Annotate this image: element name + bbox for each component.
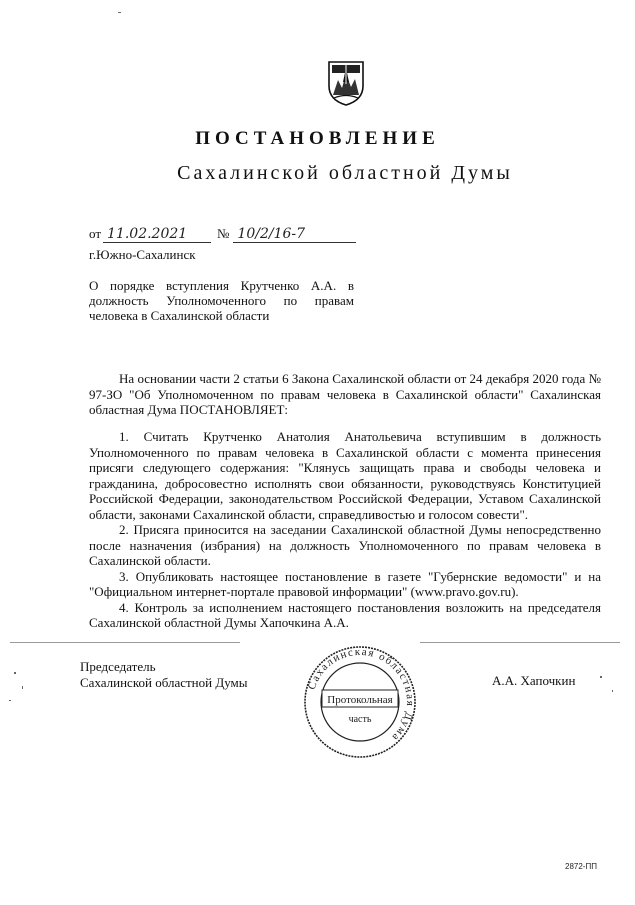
official-stamp (303, 632, 417, 772)
stamp-center-line2: часть (348, 714, 372, 725)
signatory-position-line1: Председатель (80, 659, 156, 674)
signatory-position-line2: Сахалинской областной Думы (80, 675, 248, 690)
city: г.Южно-Сахалинск (89, 247, 196, 262)
preamble-text: На основании части 2 статьи 6 Закона Сахалинской области от 24 декабря 2020 года № 97-ЗО "Об Уполномоченном по правам человека в Сахалинской области" Сахалинская областная Дума ПОСТАНОВЛЯЕТ: (89, 371, 601, 417)
date-prefix: от (89, 226, 102, 241)
scan-artifact-line (420, 642, 620, 643)
scan-speck (600, 676, 602, 678)
document-subtitle: Сахалинской областной Думы (177, 162, 513, 184)
stamp-center-line1: Протокольная (327, 694, 393, 706)
scan-speck (14, 672, 16, 674)
resolution-subject: О порядке вступления Крутченко А.А. в должность Уполномоченного по правам человека в Сахалинской области (89, 278, 354, 323)
scan-artifact-line (10, 642, 240, 643)
signatory-position (80, 659, 248, 691)
scan-speck (22, 686, 23, 689)
handwritten-number: 10/2/16-7 (233, 226, 356, 243)
resolution-points (89, 429, 601, 631)
point-1: 1. Считать Крутченко Анатолия Анатольевича вступившим в должность Уполномоченного по правам человека в Сахалинской области с момента принесения присяги следующего содержания: "Клянусь защищать права и свободы человека и гражданина, добросовестно исполнять свои обязанности, руководствуясь Конституцией Российской Федерации, законодательством Российской Федерации, Уставом Сахалинской области, законами Сахалинской области, справедливостью и голосом совести". (89, 429, 601, 522)
point-3: 3. Опубликовать настоящее постановление в газете "Губернские ведомости" и на "Официальном интернет-портале правовой информации" (www.pravo.gov.ru). (89, 568, 601, 599)
scan-speck (612, 690, 613, 692)
preamble (89, 371, 601, 418)
point-4: 4. Контроль за исполнением настоящего постановления возложить на председателя Сахалинской областной Думы Хапочкина А.А. (89, 599, 601, 630)
date-number-line (89, 226, 356, 243)
document-title: ПОСТАНОВЛЕНИЕ (195, 128, 440, 149)
signatory-name: А.А. Хапочкин (492, 673, 576, 688)
stamp-ring-text: Сахалинская областная Дума (305, 645, 417, 744)
number-prefix: № (217, 226, 230, 241)
handwritten-date: 11.02.2021 (103, 226, 211, 243)
scan-speck (118, 12, 121, 13)
point-2: 2. Присяга приносится на заседании Сахалинской областной Думы непосредственно после назначения (избрания) на должность Уполномоченного по правам человека в Сахалинской области. (89, 522, 601, 568)
coat-of-arms-icon (326, 60, 366, 106)
document-code: 2872-ПП (565, 862, 597, 871)
scan-speck (9, 700, 11, 701)
